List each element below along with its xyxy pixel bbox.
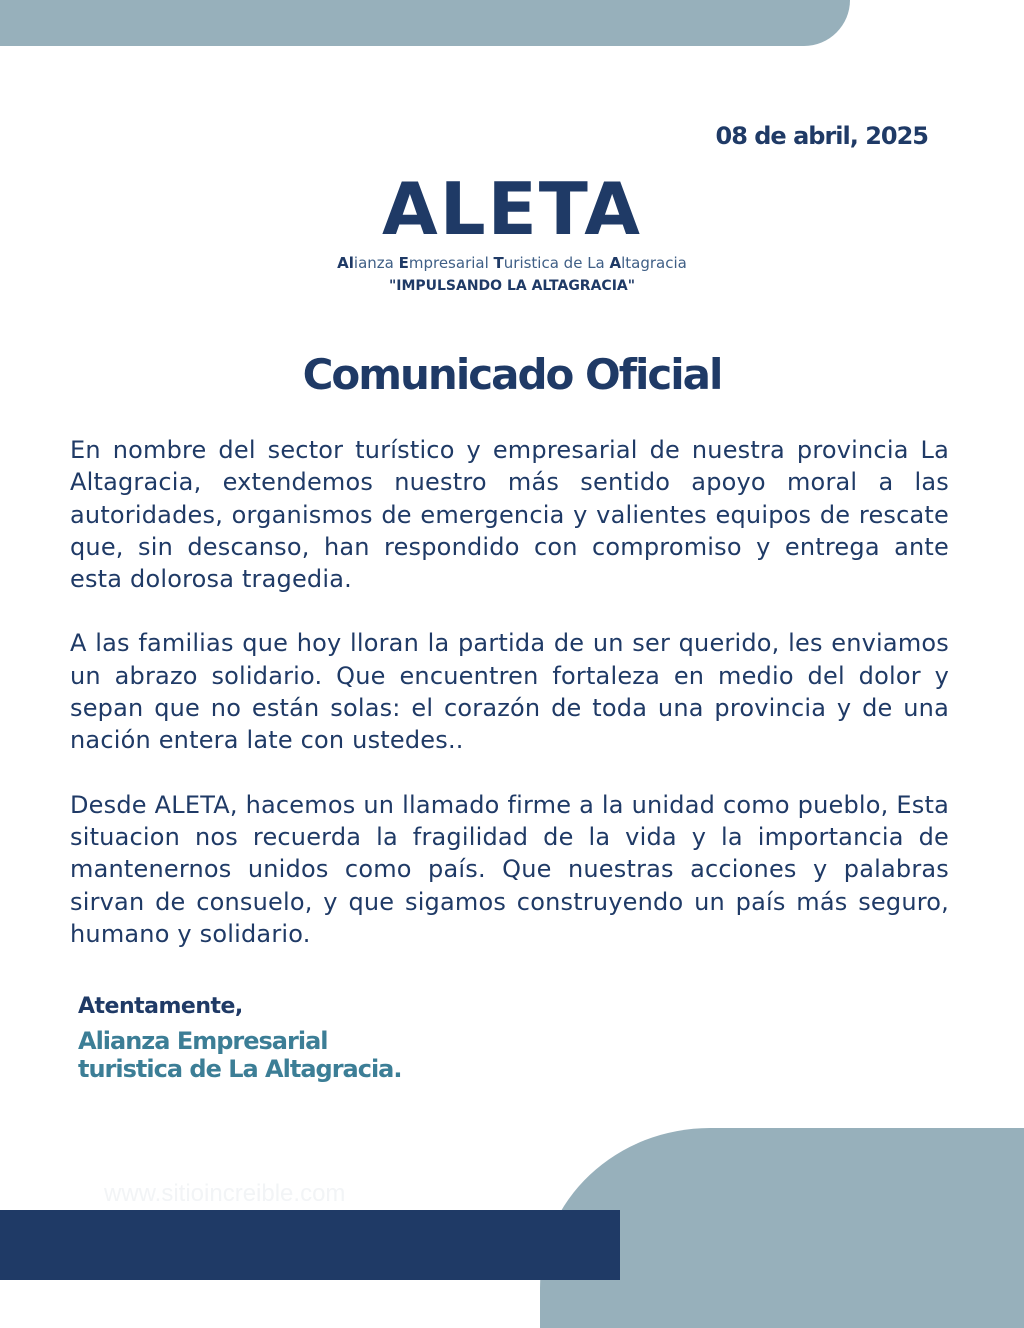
subtitle-text: ianza — [353, 254, 399, 272]
top-decorative-band — [0, 0, 850, 46]
document-date: 08 de abril, 2025 — [715, 122, 928, 150]
subtitle-initial: A — [609, 254, 622, 272]
aleta-logo — [0, 172, 1024, 294]
salutation: Atentamente, — [78, 994, 243, 1019]
closing-signature — [78, 994, 401, 1083]
subtitle-text: uristica de La — [503, 254, 610, 272]
watermark: www.sitioincreible.com — [104, 1180, 346, 1207]
aleta-wordmark — [382, 172, 642, 242]
logo-subtitle — [0, 254, 1024, 272]
page-title: Comunicado Oficial — [302, 350, 722, 399]
signature-line: Alianza Empresarial — [78, 1027, 328, 1055]
subtitle-text: mpresarial — [408, 254, 494, 272]
subtitle-initial: T — [493, 254, 504, 272]
signature-line: turistica de La Altagracia. — [78, 1055, 402, 1083]
logo-motto: "IMPULSANDO LA ALTAGRACIA" — [388, 278, 636, 294]
subtitle-text: ltagracia — [621, 254, 687, 272]
paragraph: A las familias que hoy lloran la partida de un ser querido, les enviamos un abrazo solidario. Que encuentren fortaleza en medio del dolor y sepan que no están solas: el corazón de toda una provincia y de una nación entera late con ustedes.. — [70, 629, 949, 755]
paragraph: Desde ALETA, hacemos un llamado firme a la unidad como pueblo, Esta situacion nos recuerda la fragilidad de la vida y la importancia de mantenernos unidos como país. Que nuestras acciones y palabras sirvan de consuelo, y que sigamos construyendo un país más seguro, humano y solidario. — [70, 790, 949, 948]
bottom-decorative-band — [0, 1210, 620, 1280]
subtitle-initial: E — [398, 254, 409, 272]
statement-body — [70, 434, 949, 982]
svg-text:ALETA: ALETA — [382, 172, 642, 242]
paragraph: En nombre del sector turístico y empresarial de nuestra provincia La Altagracia, extendemos nuestro más sentido apoyo moral a las autoridades, organismos de emergencia y valientes equipos de rescate que, sin descanso, han respondido con compromiso y entrega ante esta dolorosa tragedia. — [70, 436, 949, 594]
subtitle-initial: Al — [337, 254, 354, 272]
